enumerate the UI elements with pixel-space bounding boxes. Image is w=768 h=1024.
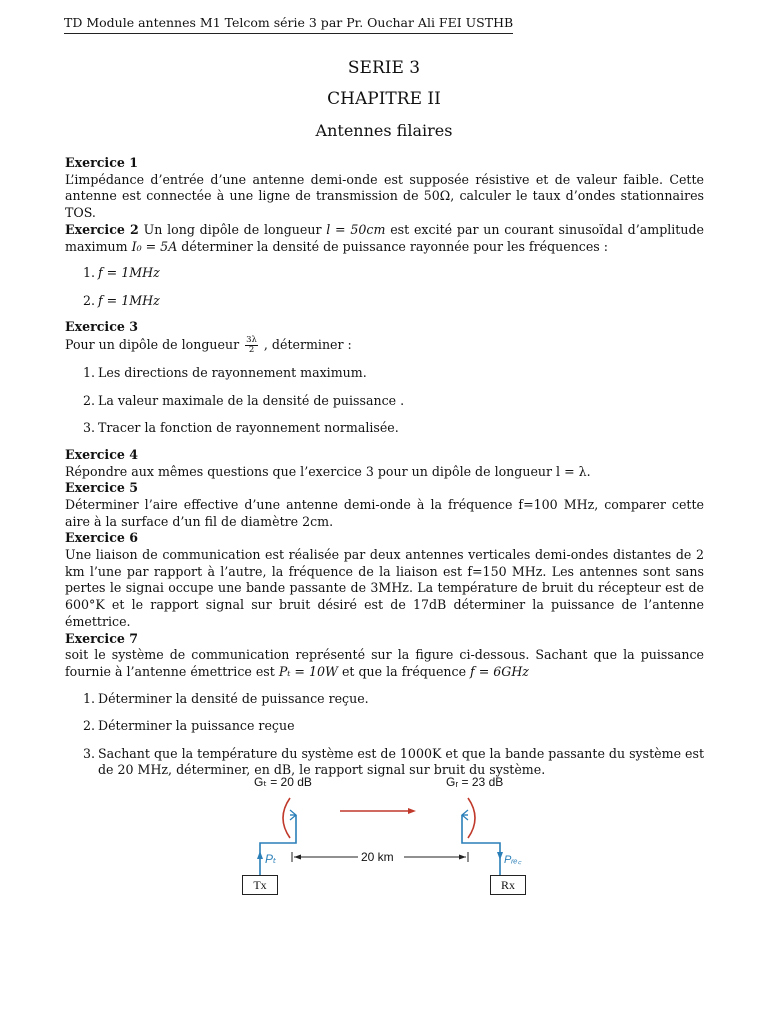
exercise-5-label: Exercice 5: [65, 480, 139, 496]
exercise-2-text-c: déterminer la densité de puissance rayonnée pour les fréquences :: [177, 238, 609, 254]
equation-length: l = 50cm: [326, 221, 386, 237]
serie-title: SERIE 3: [347, 58, 421, 78]
exercise-6-text: Une liaison de communication est réalisée par deux antennes verticales demi-ondes distantes de 2 km l’une par rapport à l’autre, la fréquence de la liaison est f=150 MHz. Les antennes sont sans pertes le signai occupe une bande passante de 3MHz. La température de bruit du récepteur est de 600°K et le rapport signal sur bruit désiré est de 17dB déterminer la puissance de l’antenne émettrice.: [65, 547, 704, 629]
exercise-3-label: Exercice 3: [65, 319, 139, 335]
list-item-text: f = 1MHz: [98, 265, 160, 281]
exercise-5-text: Déterminer l’aire effective d’une antenne demi-onde à la fréquence f=100 MHz, comparer cette aire à la surface d’un fil de diamètre 2cm.: [65, 496, 704, 529]
exercise-3-heading: [65, 319, 704, 336]
exercise-1-text: L’impédance d’entrée d’une antenne demi-onde est supposée résistive et de valeur faible. Cette antenne est connectée à une ligne de transmission de 50Ω, calculer le taux d’ondes stationnaires TOS.: [65, 171, 704, 221]
list-item-text: f = 1MHz: [98, 292, 160, 308]
running-head: TD Module antennes M1 Telcom série 3 par Pr. Ouchar Ali FEI USTHB: [64, 15, 513, 34]
tx-feed-line: [260, 815, 296, 875]
chapter-title: CHAPITRE II: [327, 89, 441, 109]
equation-power: Pₜ = 10W: [278, 663, 338, 679]
list-item-text: Sachant que la température du système est de 1000K et que la bande passante du système est de 20 MHz, déterminer, en dB, le rapport signal sur bruit du système.: [98, 745, 705, 778]
exercise-3-intro-a: Pour un dipôle de longueur: [65, 337, 244, 353]
fraction-denominator: 2: [248, 345, 255, 356]
exercise-6-label: Exercice 6: [65, 530, 139, 546]
exercise-5-heading: [65, 480, 704, 497]
tx-reflector: [283, 798, 290, 838]
exercise-2-text-a: Un long dipôle de longueur: [138, 221, 327, 237]
equation-current: I₀ = 5A: [131, 238, 178, 254]
exercise-1-label: Exercice 1: [65, 155, 139, 170]
tx-power-arrow: [257, 851, 263, 859]
exercise-4-text: Répondre aux mêmes questions que l’exercice 3 pour un dipôle de longueur l = λ.: [65, 463, 591, 479]
list-item-text: La valeur maximale de la densité de puissance .: [98, 392, 405, 408]
exercise-3-list: [65, 365, 704, 437]
exercise-2-text: [65, 222, 704, 255]
subject-title: Antennes filaires: [315, 121, 453, 140]
distance-arrowhead-right: [459, 855, 466, 860]
exercise-2-list: [65, 265, 704, 309]
list-item: 2. Déterminer la puissance reçue: [83, 718, 295, 734]
exercise-2-text-b: est excité par un courant sinusoïdal d’amplitude maximum: [65, 221, 704, 254]
propagation-arrowhead: [408, 808, 416, 814]
fraction-numerator: 3λ: [246, 335, 257, 346]
exercise-7-text: [65, 647, 704, 680]
fraction-3-lambda-over-2: [245, 336, 258, 355]
tx-box: Tx: [242, 875, 278, 895]
distance-label: 20 km: [361, 850, 394, 864]
exercise-body: [65, 155, 704, 789]
list-item-text: Déterminer la puissance reçue: [98, 718, 295, 734]
exercise-4-label: Exercice 4: [65, 446, 139, 462]
rx-feed-line: [462, 815, 500, 875]
exercise-3-intro-b: , déterminer :: [259, 337, 352, 353]
link-figure: [230, 770, 530, 898]
list-item: 2. La valeur maximale de la densité de puissance .: [83, 392, 405, 408]
list-item: 1. Déterminer la densité de puissance reçue.: [83, 690, 369, 706]
exercise-2-label: Exercice 2: [65, 221, 139, 237]
exercise-3-intro: [65, 336, 704, 355]
rx-power-arrow: [497, 852, 503, 860]
exercise-4-heading: [65, 447, 704, 464]
exercise-7-label: Exercice 7: [65, 630, 139, 646]
exercise-7-text-b: et que la fréquence: [337, 663, 471, 679]
exercise-6-heading: [65, 530, 704, 547]
exercise-7-heading: [65, 631, 704, 648]
list-item: 2. f = 1MHz: [83, 292, 160, 308]
exercise-1-heading: [65, 155, 704, 172]
rx-gain-label: Gᵣ = 23 dB: [446, 775, 504, 789]
rx-power-label: Pᵣₑ꜀: [504, 854, 522, 866]
rx-box: Rx: [490, 875, 526, 895]
rx-reflector: [468, 798, 475, 838]
list-item: 3. Tracer la fonction de rayonnement normalisée.: [83, 420, 399, 436]
list-item-text: Les directions de rayonnement maximum.: [98, 365, 367, 381]
tx-power-label: Pₜ: [265, 852, 277, 866]
list-item: 3. Sachant que la température du système est de 1000K et que la bande passante du système est de 20 MHz, déterminer, en dB, le rapport signal sur bruit du système.: [83, 745, 705, 778]
list-item-text: Tracer la fonction de rayonnement normalisée.: [98, 420, 399, 436]
list-item-text: Déterminer la densité de puissance reçue.: [98, 690, 369, 706]
tx-gain-label: Gₜ = 20 dB: [254, 775, 312, 789]
list-item: 1. f = 1MHz: [83, 265, 160, 281]
exercise-7-text-a: soit le système de communication représenté sur la figure ci-dessous. Sachant que la puissance fournie à l’antenne émettrice est: [65, 647, 704, 679]
distance-arrowhead-left: [294, 855, 301, 860]
exercise-7-list: [65, 691, 704, 779]
equation-frequency: f = 6GHz: [470, 663, 529, 679]
list-item: 1. Les directions de rayonnement maximum.: [83, 365, 367, 381]
